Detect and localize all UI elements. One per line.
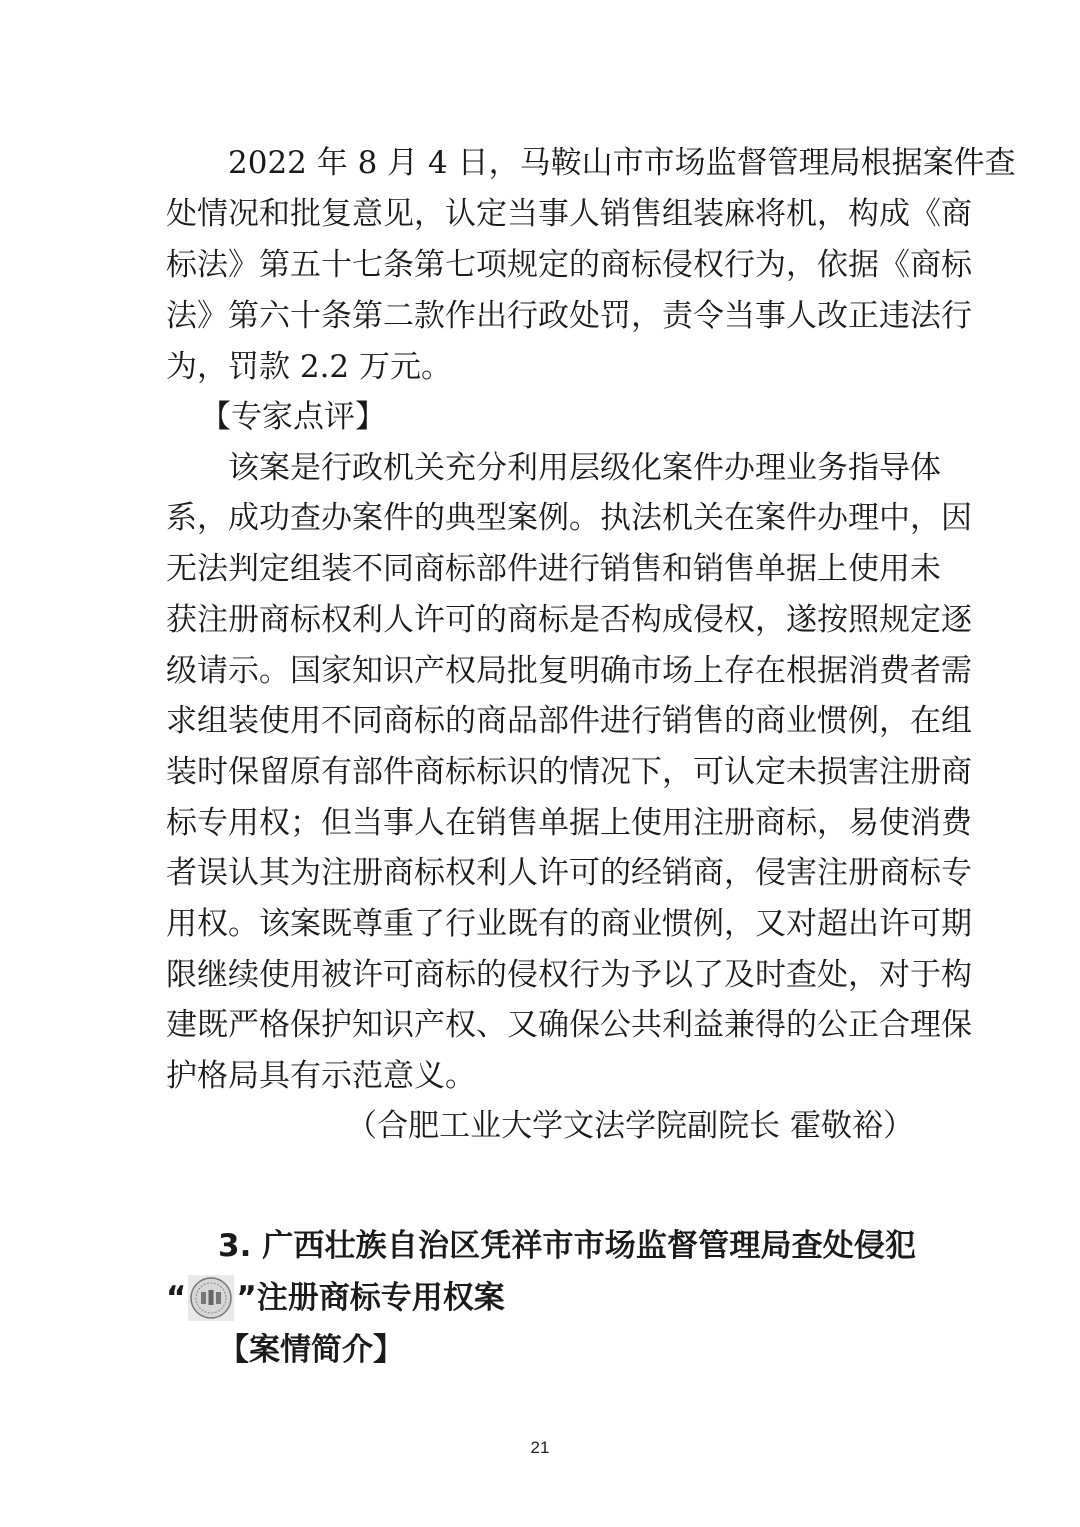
open-quote: “ — [166, 1280, 187, 1316]
case-intro-label: 【案情简介】 — [218, 1332, 404, 1368]
paragraph-2-line-5: 级请示。国家知识产权局批复明确市场上存在根据消费者需 — [166, 653, 972, 689]
paragraph-2-line-13: 护格局具有示范意义。 — [166, 1058, 476, 1094]
paragraph-1-line-4: 法》第六十条第二款作出行政处罚，责令当事人改正违法行 — [166, 298, 972, 334]
paragraph-2-line-7: 装时保留原有部件商标标识的情况下，可认定未损害注册商 — [166, 754, 972, 790]
paragraph-2-line-3: 无法判定组装不同商标部件进行销售和销售单据上使用未 — [166, 551, 941, 587]
section-heading-line-2 — [166, 1278, 916, 1321]
paragraph-1-line-1: 2022 年 8 月 4 日，马鞍山市市场监督管理局根据案件查 — [166, 145, 1016, 181]
paragraph-2-line-1: 该案是行政机关充分利用层级化案件办理业务指导体 — [228, 450, 941, 486]
expert-attribution: （合肥工业大学文法学院副院长 霍敬裕） — [346, 1108, 914, 1144]
paragraph-2-line-9: 者误认其为注册商标权利人许可的经销商，侵害注册商标专 — [166, 855, 972, 891]
paragraph-2-line-6: 求组装使用不同商标的商品部件进行销售的商业惯例，在组 — [166, 703, 972, 739]
close-quote: ” — [236, 1280, 257, 1316]
paragraph-2-line-10: 用权。该案既尊重了行业既有的商业惯例，又对超出许可期 — [166, 906, 972, 942]
expert-review-label: 【专家点评】 — [200, 399, 386, 435]
paragraph-2-line-12: 建既严格保护知识产权、又确保公共利益兼得的公正合理保 — [166, 1007, 972, 1043]
trademark-seal-image — [188, 1275, 234, 1321]
paragraph-2-line-8: 标专用权；但当事人在销售单据上使用注册商标，易使消费 — [166, 805, 972, 841]
paragraph-2-line-2: 系，成功查办案件的典型案例。执法机关在案件办理中，因 — [166, 500, 972, 536]
paragraph-2-line-11: 限继续使用被许可商标的侵权行为予以了及时查处，对于构 — [166, 957, 972, 993]
paragraph-2-line-4: 获注册商标权利人许可的商标是否构成侵权，遂按照规定逐 — [166, 602, 972, 638]
section-heading-title-rest: 注册商标专用权案 — [256, 1280, 505, 1316]
paragraph-1-line-5: 为，罚款 2.2 万元。 — [166, 349, 453, 385]
section-heading-line-1: 3. 广西壮族自治区凭祥市市场监督管理局查处侵犯 — [218, 1228, 916, 1264]
page-number: 21 — [530, 1438, 550, 1457]
paragraph-1-line-3: 标法》第五十七条第七项规定的商标侵权行为，依据《商标 — [166, 247, 972, 283]
paragraph-1-line-2: 处情况和批复意见，认定当事人销售组装麻将机，构成《商 — [166, 196, 972, 232]
